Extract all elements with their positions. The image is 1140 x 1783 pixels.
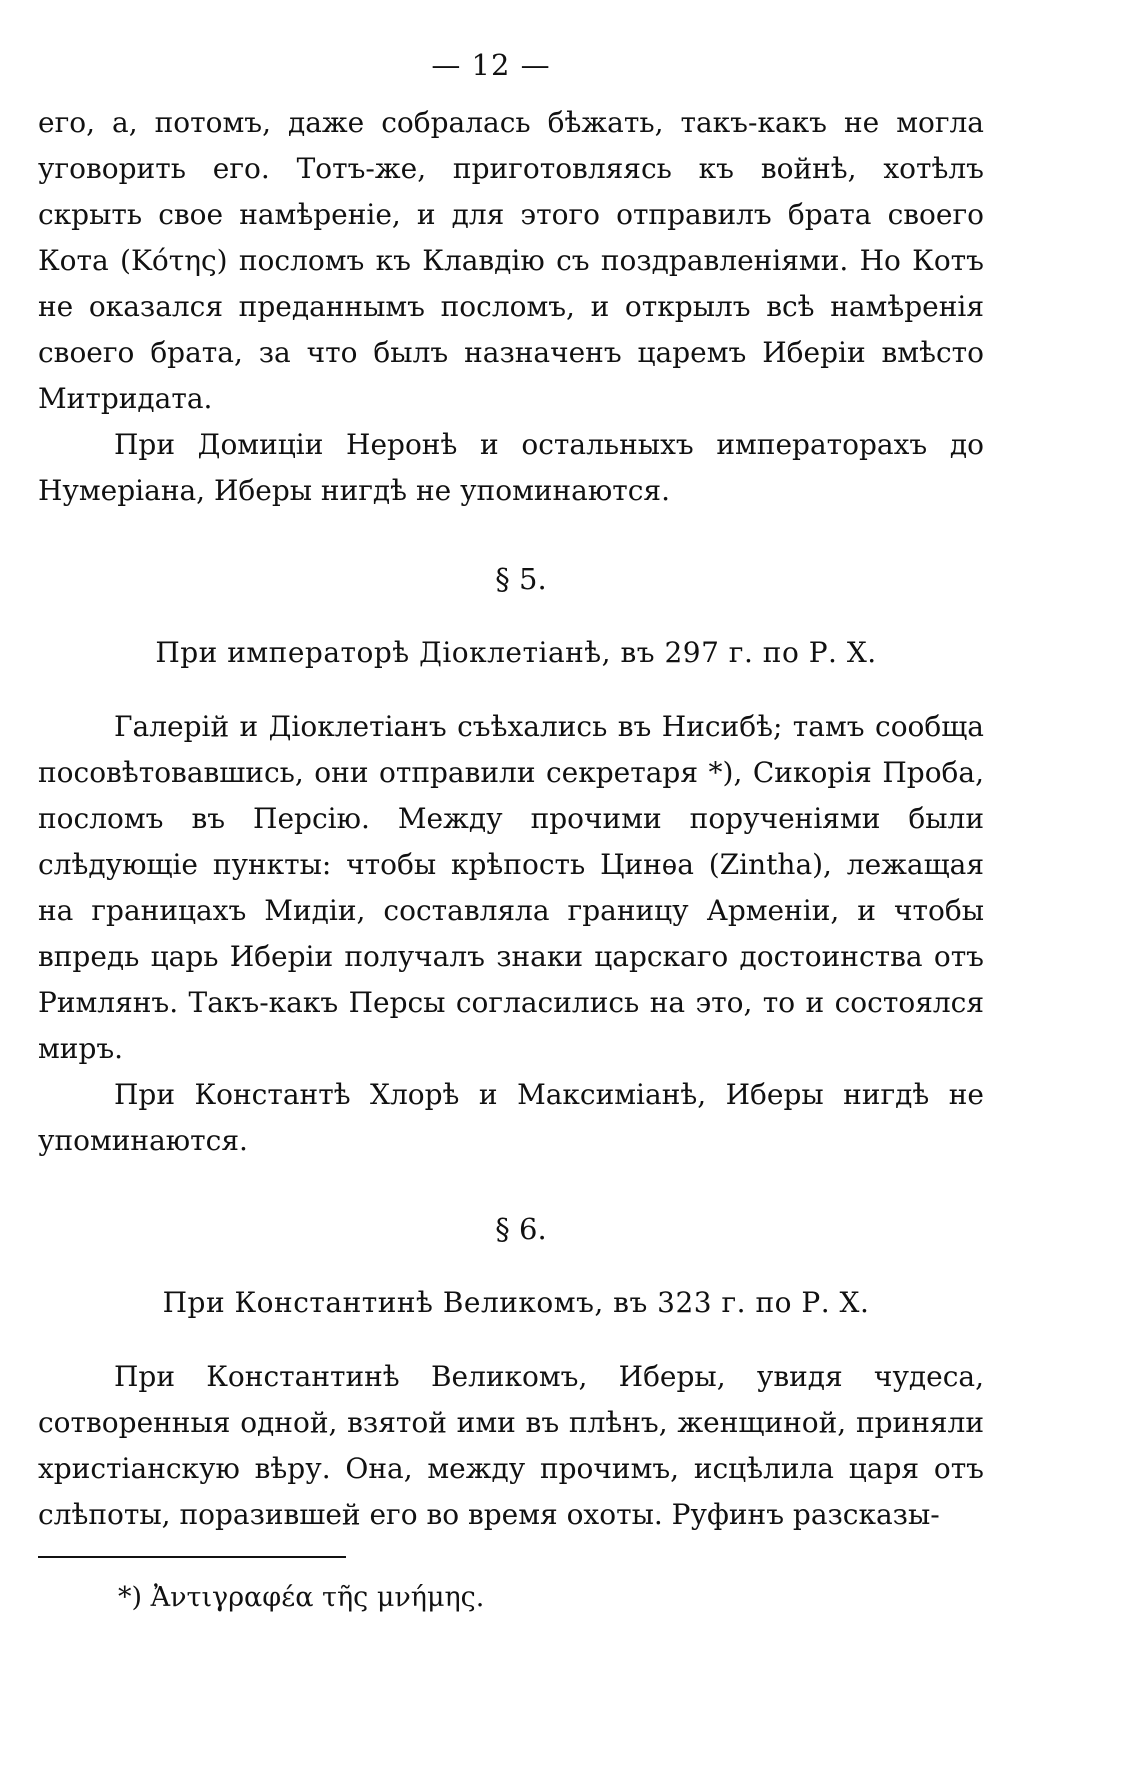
page-number: — 12 — <box>431 48 551 82</box>
section-6-title: При Константинѣ Великомъ, въ 323 г. по Р. Х. <box>162 1286 870 1319</box>
paragraph-continued: его, а, потомъ, даже собралась бѣжать, такъ-какъ не могла уговорить его. Тотъ-же, приготовляясь къ войнѣ, хотѣлъ скрыть свое намѣреніе, и для этого отправилъ брата своего Кота (Κότης) посломъ къ Клавдію съ поздравленіями. Но Котъ не оказался преданнымъ посломъ, и открылъ всѣ намѣренія своего брата, за что былъ назначенъ царемъ Иберіи вмѣсто Митридата. <box>38 106 984 415</box>
section-5-heading: § 5. <box>495 562 547 596</box>
paragraph-constantius: При Константѣ Хлорѣ и Максиміанѣ, Иберы нигдѣ не упоминаются. <box>38 1078 984 1157</box>
section-5-title: При императорѣ Діоклетіанѣ, въ 297 г. по Р. Х. <box>155 636 877 669</box>
footnote: *) Ἀντιγραφέα τῆς μνήμης. <box>118 1582 485 1613</box>
book-page <box>38 40 984 1618</box>
section-6-heading: § 6. <box>495 1212 547 1246</box>
footnote-divider <box>38 1556 346 1558</box>
paragraph-constantine: При Константинѣ Великомъ, Иберы, увидя чудеса, сотворенныя одной, взятой ими въ плѣнъ, женщиной, приняли христіанскую вѣру. Она, между прочимъ, исцѣлила царя отъ слѣпоты, поразившей его во время охоты. Руфинъ разсказы- <box>38 1360 984 1531</box>
paragraph-galerius: Галерій и Діоклетіанъ съѣхались въ Нисибѣ; тамъ сообща посовѣтовавшись, они отправили секретаря *), Сикорія Проба, посломъ въ Персію. Между прочими порученіями были слѣдующіе пункты: чтобы крѣпость Цинѳа (Zintha), лежащая на границахъ Мидіи, составляла границу Арменіи, и чтобы впредь царь Иберіи получалъ знаки царскаго достоинства отъ Римлянъ. Такъ-какъ Персы согласились на это, то и состоялся миръ. <box>38 710 984 1065</box>
paragraph-domitian: При Домиціи Неронѣ и остальныхъ императорахъ до Нумеріана, Иберы нигдѣ не упоминаются. <box>38 428 984 507</box>
